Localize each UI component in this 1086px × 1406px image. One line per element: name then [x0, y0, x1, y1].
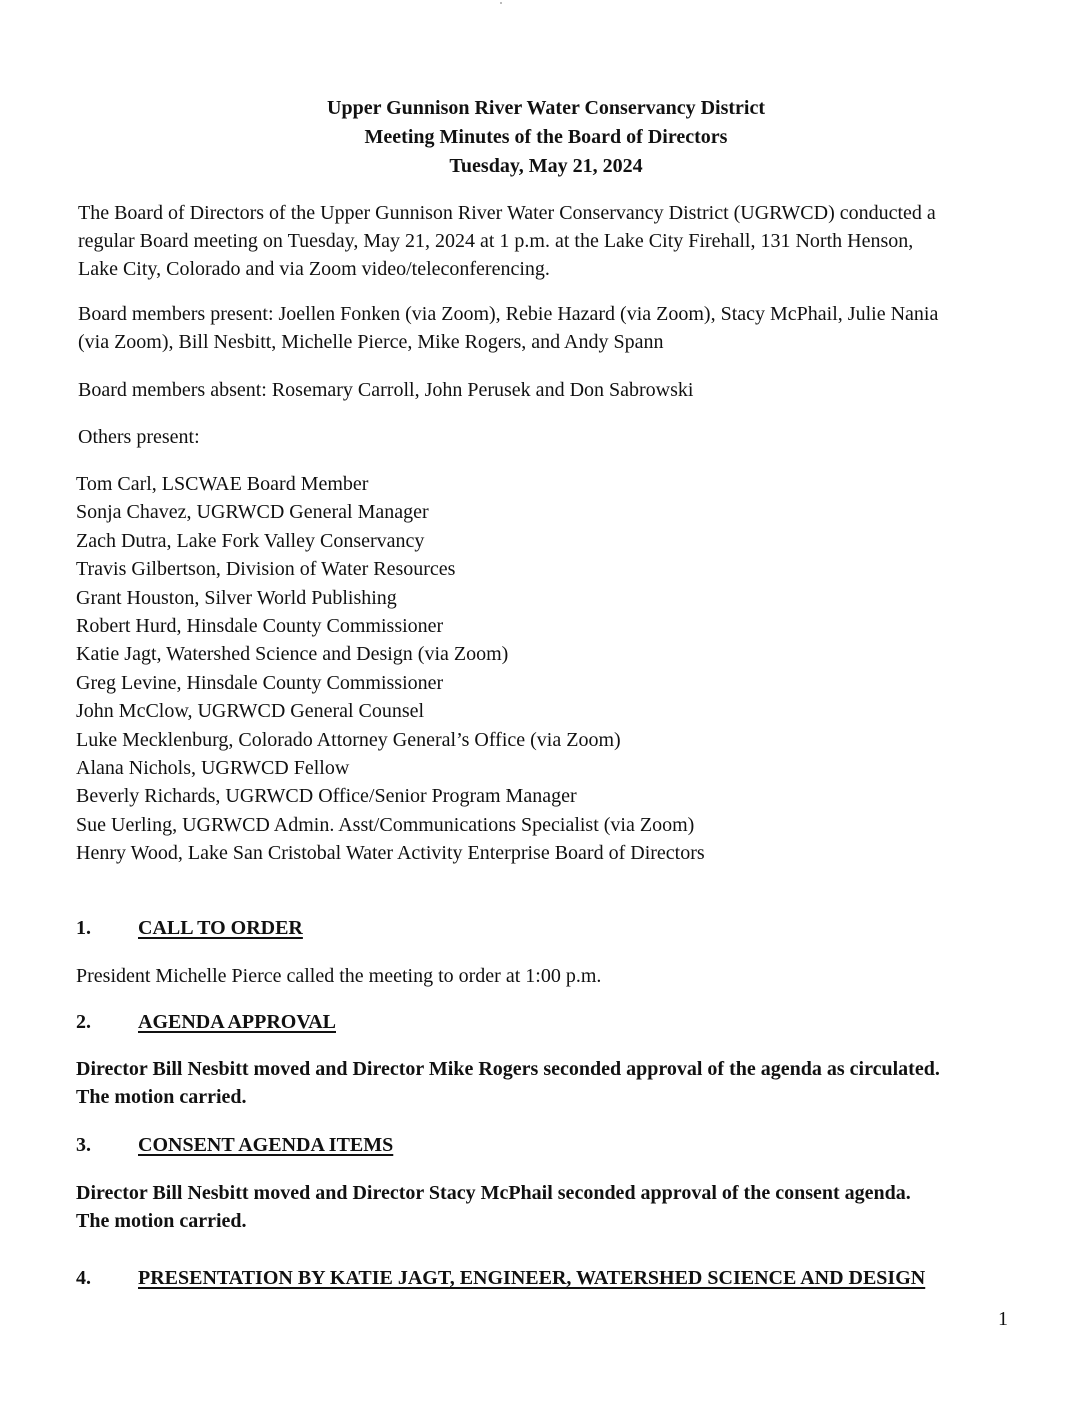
section-number: 1.	[76, 917, 91, 939]
section-text: President Michelle Pierce called the meeting to order at 1:00 p.m.	[76, 965, 602, 987]
section-title: PRESENTATION BY KATIE JAGT, ENGINEER, WATERSHED SCIENCE AND DESIGN	[138, 1267, 926, 1289]
section-heading-call-to-order	[76, 914, 303, 942]
section-heading-agenda-approval	[76, 1008, 336, 1036]
list-item: Robert Hurd, Hinsdale County Commissioner	[76, 615, 444, 638]
section-body-agenda-approval	[76, 1055, 1016, 1111]
list-item: Henry Wood, Lake San Cristobal Water Activity Enterprise Board of Directors	[76, 842, 705, 865]
document-header	[0, 94, 1086, 181]
list-item: Alana Nichols, UGRWCD Fellow	[76, 757, 350, 780]
members-present-line: Board members present: Joellen Fonken (via Zoom), Rebie Hazard (via Zoom), Stacy McPhail, Julie Nania	[78, 303, 939, 325]
others-present-heading: Others present:	[78, 426, 200, 448]
meeting-date: Tuesday, May 21, 2024	[449, 155, 643, 177]
motion-text: Director Bill Nesbitt moved and Director Stacy McPhail seconded approval of the consent agenda.	[76, 1182, 911, 1204]
section-title: CALL TO ORDER	[138, 917, 303, 939]
list-item: Greg Levine, Hinsdale County Commissioner	[76, 671, 444, 694]
members-absent-paragraph	[78, 376, 1018, 404]
section-body-call-to-order	[76, 962, 1016, 990]
motion-result: The motion carried.	[76, 1210, 247, 1232]
section-number: 4.	[76, 1267, 91, 1289]
list-item: Luke Mecklenburg, Colorado Attorney General’s Office (via Zoom)	[76, 728, 621, 751]
list-item: Grant Houston, Silver World Publishing	[76, 586, 397, 609]
section-heading-consent-agenda	[76, 1131, 393, 1159]
intro-line: Lake City, Colorado and via Zoom video/teleconferencing.	[78, 258, 550, 280]
section-number: 3.	[76, 1134, 91, 1156]
meeting-title: Meeting Minutes of the Board of Directors	[364, 126, 728, 148]
members-present-paragraph	[78, 300, 1018, 356]
section-heading-presentation	[76, 1264, 925, 1292]
section-body-consent-agenda	[76, 1179, 1016, 1235]
others-present-label	[78, 423, 1018, 451]
motion-text: Director Bill Nesbitt moved and Director Mike Rogers seconded approval of the agenda as circulated.	[76, 1058, 940, 1080]
section-number: 2.	[76, 1011, 91, 1033]
intro-paragraph	[78, 199, 1018, 283]
scan-artifact	[500, 2, 502, 4]
list-item: Sue Uerling, UGRWCD Admin. Asst/Communications Specialist (via Zoom)	[76, 813, 695, 836]
members-absent-line: Board members absent: Rosemary Carroll, John Perusek and Don Sabrowski	[78, 379, 694, 401]
list-item: Tom Carl, LSCWAE Board Member	[76, 473, 369, 495]
list-item: John McClow, UGRWCD General Counsel	[76, 700, 425, 723]
intro-line: regular Board meeting on Tuesday, May 21, 2024 at 1 p.m. at the Lake City Firehall, 131 North Henson,	[78, 230, 914, 252]
list-item: Zach Dutra, Lake Fork Valley Conservancy	[76, 529, 425, 552]
list-item: Sonja Chavez, UGRWCD General Manager	[76, 501, 429, 524]
motion-result: The motion carried.	[76, 1086, 247, 1108]
organization-title: Upper Gunnison River Water Conservancy District	[327, 97, 765, 119]
intro-line: The Board of Directors of the Upper Gunnison River Water Conservancy District (UGRWCD) conducted a	[78, 202, 936, 224]
list-item: Beverly Richards, UGRWCD Office/Senior Program Manager	[76, 785, 577, 808]
members-present-line: (via Zoom), Bill Nesbitt, Michelle Pierce, Mike Rogers, and Andy Spann	[78, 331, 664, 353]
others-present-list	[76, 470, 705, 868]
list-item: Katie Jagt, Watershed Science and Design (via Zoom)	[76, 643, 509, 666]
section-title: AGENDA APPROVAL	[138, 1011, 336, 1033]
section-title: CONSENT AGENDA ITEMS	[138, 1134, 394, 1156]
list-item: Travis Gilbertson, Division of Water Resources	[76, 558, 456, 581]
page-number: 1	[998, 1308, 1008, 1330]
